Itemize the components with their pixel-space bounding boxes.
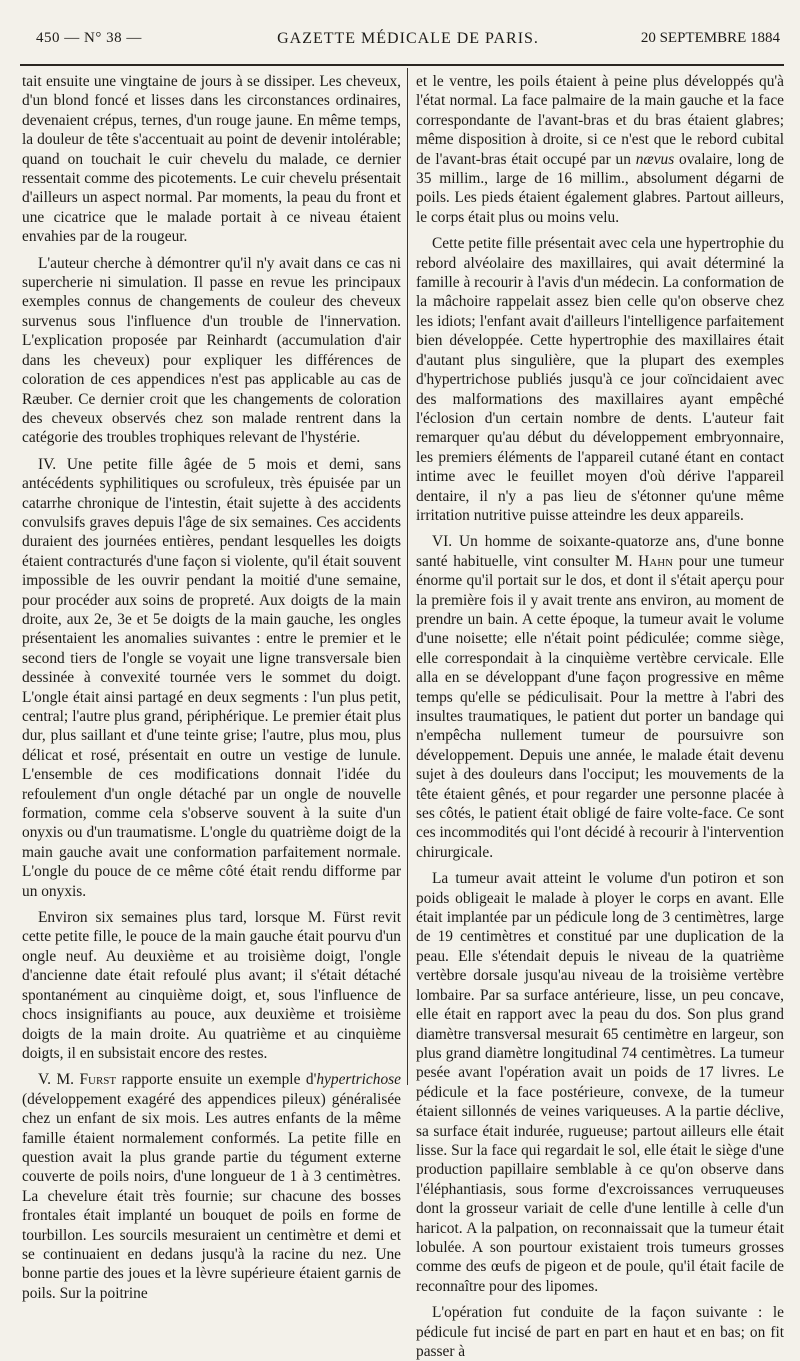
paragraph: Cette petite fille présentait avec cela une hypertrophie du rebord alvéolaire des maxillaires, qui avait déterminé la famille à recourir à l'avis d'un médecin. La conformation de la mâchoire rappelait assez bien celle qu'on observe chez les idiots; l'enfant avait d'ailleurs l'intelligence parfaitement bien développée. Cette hypertrophie des maxillaires était d'autant plus singulière, que la plupart des exemples d'hypertrichose publiés jusqu'à ce jour coïncidaient avec des malformations des maxillaires ayant empêché l'éclosion d'un certain nombre de dents. L'auteur fait remarquer qu'au début du développement embryonnaire, les premiers éléments de l'appareil cutané étant en contact intime avec le feuillet moyen d'où dérive l'appareil dentaire, il n'y a pas lieu de s'étonner qu'une même irritation nutritive puisse atteindre les deux appareils. <box>416 235 784 524</box>
paragraph <box>416 72 784 227</box>
text-run: VI. Un homme de soixante-quatorze ans, d'une bonne santé habituelle, vint consulter M. <box>416 533 784 570</box>
header-rule <box>20 64 784 66</box>
paragraph: L'auteur cherche à démontrer qu'il n'y avait dans ce cas ni supercherie ni simulation. Il passe en revue les principaux exemples connus de changements de couleur des cheveux survenus sous l'influence d'un trouble de l'innervation. L'explication proposée par Reinhardt (accumulation d'air dans les cheveux) pour expliquer les différences de coloration de ces appendices n'est pas applicable au cas de Ræuber. Ce dernier croit que les changements de coloration des cheveux observés chez son malade rentrent dans la catégorie des troubles trophiques relevant de l'hystérie. <box>22 254 401 447</box>
italic-term: hypertrichose <box>316 1071 401 1089</box>
page-header <box>36 30 780 54</box>
paragraph: La tumeur avait atteint le volume d'un potiron et son poids obligeait le malade à ployer le corps en avant. Elle était implantée par un pédicule long de 3 centimètres, large de 19 centimètres et constitué par une duplication de la peau. Elle s'étendait depuis le niveau de la quatrième vertèbre dorsale jusqu'au niveau de la troisième vertèbre lombaire. Par sa surface antérieure, lisse, un peu concave, elle était en rapport avec la peau du dos. Son plus grand diamètre transversal mesurait 65 centimètre en largeur, son plus grand diamètre longitudinal 74 centimètres. La tumeur pesée avant l'opération avait un poids de 17 livres. Le pédicule et la face postérieure, convexe, de la tumeur étaient sillonnés de veines variqueuses. A la partie déclive, sa surface était indurée, rugueuse; partout ailleurs elle était lisse. Sur la face qui regardait le sol, elle était le siège d'une production papillaire semblable à ce qu'on observe dans l'éléphantiasis, sous forme d'excroissances verruqueuses dont la grosseur variait de celle d'une lentille à celle d'un haricot. A la palpation, on reconnaissait que la tumeur était lobulée. A son pourtour existaient trois tumeurs grosses comme des œufs de pigeon et de poule, qu'il était facile de reconnaître pour des lipomes. <box>416 870 784 1295</box>
text-run: pour une tumeur énorme qu'il portait sur le dos, et dont il s'était aperçu pour la première fois il y avait trente ans environ, au moment de prendre un bain. A cette époque, la tumeur avait le volume d'une noisette; elle n'était point pédiculée; comme siège, elle correspondait à la cinquième vertèbre cervicale. Elle alla en se développant d'une façon progressive en même temps qu'elle se pédiculisait. Pour la mettre à l'abri des insultes traumatiques, le patient dut porter un bandage qui n'empêcha nullement tumeur de poursuivre son développement. Depuis une année, le malade était devenu sujet à des douleurs dans l'occiput; les mouvements de la tête étaient gênés, et pour regarder une personne placée à ses côtés, le patient était obligé de faire volte-face. Ce sont ces incommodités qui l'ont décidé à recourir à l'intervention chirurgicale. <box>416 552 784 861</box>
text-run: V. M. <box>38 1071 80 1089</box>
paragraph: L'opération fut conduite de la façon suivante : le pédicule fut incisé de part en part en haut et en bas; on fit passer à <box>416 1304 784 1360</box>
page-number: 450 — N° 38 — <box>36 30 142 46</box>
journal-title: GAZETTE MÉDICALE DE PARIS. <box>277 30 539 47</box>
text-run: et le ventre, les poils étaient à peine plus développés qu'à l'état normal. La face palmaire de la main gauche et la face correspondante de l'avant-bras et du bras étaient glabres; même disposition à droite, si ce n'est que le rebord cubital de l'avant-bras était occupé par un <box>416 73 784 168</box>
text-run: rapporte ensuite un exemple d' <box>116 1071 317 1089</box>
author-name: Hahn <box>638 552 674 570</box>
paragraph: Environ six semaines plus tard, lorsque M. Fürst revit cette petite fille, le pouce de la main gauche était pourvu d'un ongle neuf. Au deuxième et au troisième doigt, l'ongle d'ancienne date était refoulé plus avant; il s'était détaché spontanément au cinquième doigt, et, sous l'influence de chocs insignifiants au pouce, aux deuxième et troisième doigts de la main droite. Au quatrième et au cinquième doigts, il en subsistait encore des restes. <box>22 909 401 1062</box>
right-column <box>416 72 784 1360</box>
column-divider <box>407 68 408 1085</box>
paragraph <box>22 1070 401 1303</box>
paragraph: IV. Une petite fille âgée de 5 mois et demi, sans antécédents syphilitiques ou scrofuleux, très épuisée par un catarrhe chronique de l'intestin, était sujette à des accidents convulsifs graves depuis l'âge de six semaines. Ces accidents duraient des journées entières, pendant lesquelles les doigts étaient contracturés d'une façon si violente, qu'il était souvent impossible de les ouvrir pendant la moitié d'une semaine, pour procéder aux soins de propreté. Aux doigts de la main droite, aux 2e, 3e et 5e doigts de la main gauche, les ongles présentaient les anomalies suivantes : entre le premier et le second tiers de l'ongle se voyait une ligne transversale bien dessinée à convexité tournée vers le sommet du doigt. L'ongle était ainsi partagé en deux segments : l'un plus petit, central; l'autre plus grand, périphérique. Le premier était plus dur, plus saillant et d'une teinte grise; l'autre, plus mou, plus délicat et rosé, présentait en outre un vestige de lunule. L'ensemble de ces modifications donnait l'idée du refoulement d'un ongle détaché par un ongle de nouvelle formation, comme cela s'observe souvent à la suite d'un onyxis ou d'un traumatisme. L'ongle du quatrième doigt de la main gauche avait une conformation parfaitement normale. L'ongle du pouce de ce même côté était rendu difforme par un onyxis. <box>22 455 401 900</box>
text-run: ovalaire, long de 35 millim., large de 16 millim., absolument dégarni de poils. Les pieds étaient également glabres. Partout ailleurs, le corps était plus ou moins velu. <box>416 150 784 226</box>
author-name: Furst <box>79 1071 117 1089</box>
paragraph: tait ensuite une vingtaine de jours à se dissiper. Les cheveux, d'un blond foncé et lisses dans les circonstances ordinaires, devenaient crépus, ternes, d'un rouge jaune. En même temps, la douleur de tête s'accentuait au point de devenir intolérable; quand on touchait le cuir chevelu du malade, ce dernier ressentait comme des picotements. Le cuir chevelu présentait d'ailleurs un aspect normal. Par moments, la peau du front et une cicatrice que le malade portait à ce niveau étaient envahies par de la rougeur. <box>22 73 401 246</box>
left-column <box>22 72 401 1302</box>
text-run: (développement exagéré des appendices pileux) généralisée chez un enfant de six mois. Les autres enfants de la même famille étaient normalement conformés. La petite fille en question avait la plus grande partie du tégument externe couverte de poils noirs, d'une longueur de 1 à 3 centimètres. La chevelure était très fournie; sur chacune des bosses frontales était implanté un bouquet de poils en forme de tourbillon. Les sourcils mesuraient un centimètre et demi et se continuaient en dedans jusqu'à la racine du nez. Une bonne partie des joues et la lèvre supérieure étaient garnis de poils. Sur la poitrine <box>22 1090 401 1302</box>
paragraph <box>416 532 784 862</box>
italic-term: nævus <box>635 150 675 168</box>
issue-date: 20 SEPTEMBRE 1884 <box>640 30 780 46</box>
